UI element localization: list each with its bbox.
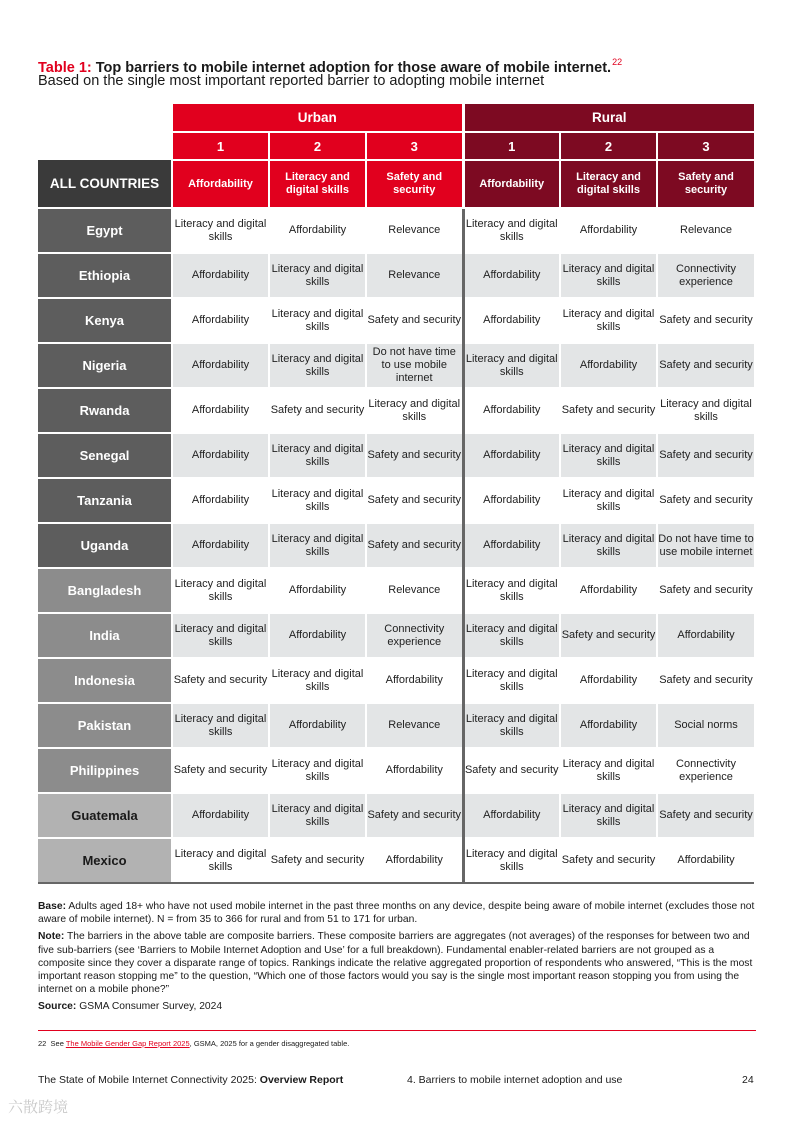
barrier-cell: Safety and security xyxy=(657,298,754,343)
barrier-cell: Relevance xyxy=(366,208,463,253)
rank-header: 2 xyxy=(269,132,366,160)
all-countries-cell: Affordability xyxy=(172,160,269,208)
all-countries-cell: Literacy and digital skills xyxy=(560,160,657,208)
barrier-cell: Safety and security xyxy=(560,838,657,883)
note-label: Note: xyxy=(38,931,65,943)
table-row xyxy=(38,388,754,433)
barrier-cell: Literacy and digital skills xyxy=(172,208,269,253)
barrier-cell: Affordability xyxy=(463,478,560,523)
barrier-cell: Literacy and digital skills xyxy=(269,253,366,298)
barrier-cell: Connectivity experience xyxy=(657,253,754,298)
barrier-cell: Affordability xyxy=(366,748,463,793)
barrier-cell: Connectivity experience xyxy=(366,613,463,658)
barrier-cell: Literacy and digital skills xyxy=(560,298,657,343)
barrier-cell: Literacy and digital skills xyxy=(560,253,657,298)
rank-header: 3 xyxy=(366,132,463,160)
country-label: Tanzania xyxy=(38,478,172,523)
barrier-cell: Affordability xyxy=(657,838,754,883)
footnote xyxy=(38,1039,349,1048)
barrier-cell: Safety and security xyxy=(366,298,463,343)
source-text: GSMA Consumer Survey, 2024 xyxy=(79,1001,223,1013)
base-text: Adults aged 18+ who have not used mobile internet in the past three months on any device, despite being aware of mobile internet (excludes those not aware of mobile internet). N = from 35 to 366 for rural and from 51 to 171 for urban. xyxy=(38,901,755,926)
table-row xyxy=(38,838,754,883)
barrier-cell: Literacy and digital skills xyxy=(172,703,269,748)
table-row xyxy=(38,343,754,388)
watermark: 六散跨境 xyxy=(8,1099,69,1116)
table-row xyxy=(38,433,754,478)
barrier-cell: Safety and security xyxy=(172,748,269,793)
barrier-cell: Literacy and digital skills xyxy=(172,568,269,613)
barrier-cell: Literacy and digital skills xyxy=(172,613,269,658)
barrier-cell: Relevance xyxy=(366,703,463,748)
all-countries-cell: Affordability xyxy=(463,160,560,208)
blank-corner xyxy=(38,104,172,132)
source-note xyxy=(38,1000,756,1013)
base-label: Base: xyxy=(38,901,67,912)
table-row xyxy=(38,658,754,703)
note xyxy=(38,930,756,996)
barrier-cell: Safety and security xyxy=(366,478,463,523)
country-label: Guatemala xyxy=(38,793,172,838)
barrier-cell: Affordability xyxy=(366,658,463,703)
barrier-cell: Literacy and digital skills xyxy=(269,478,366,523)
barrier-cell: Affordability xyxy=(366,838,463,883)
barrier-cell: Literacy and digital skills xyxy=(269,433,366,478)
barrier-cell: Safety and security xyxy=(560,388,657,433)
footnote-post: , GSMA, 2025 for a gender disaggregated table. xyxy=(189,1039,350,1048)
barrier-cell: Safety and security xyxy=(366,523,463,568)
rank-header: 1 xyxy=(172,132,269,160)
barrier-cell: Affordability xyxy=(269,208,366,253)
table-row xyxy=(38,748,754,793)
barrier-cell: Affordability xyxy=(172,388,269,433)
barrier-cell: Literacy and digital skills xyxy=(269,658,366,703)
table-subtitle: Based on the single most important reported barrier to adopting mobile internet xyxy=(38,73,545,89)
country-label: Ethiopia xyxy=(38,253,172,298)
footnote-number: 22 xyxy=(38,1039,47,1048)
group-header-rural: Rural xyxy=(463,104,754,132)
footnote-link[interactable]: The Mobile Gender Gap Report 2025 xyxy=(65,1039,190,1048)
barrier-cell: Literacy and digital skills xyxy=(366,388,463,433)
barrier-cell: Literacy and digital skills xyxy=(269,748,366,793)
page-number: 24 xyxy=(742,1074,754,1086)
barrier-cell: Safety and security xyxy=(657,478,754,523)
barrier-cell: Affordability xyxy=(172,478,269,523)
barrier-cell: Safety and security xyxy=(657,343,754,388)
barrier-cell: Literacy and digital skills xyxy=(463,208,560,253)
barrier-cell: Safety and security xyxy=(269,838,366,883)
barrier-cell: Affordability xyxy=(172,433,269,478)
table-row xyxy=(38,793,754,838)
group-header-urban: Urban xyxy=(172,104,463,132)
country-label: Egypt xyxy=(38,208,172,253)
barrier-cell: Affordability xyxy=(463,388,560,433)
country-label: Rwanda xyxy=(38,388,172,433)
barrier-cell: Literacy and digital skills xyxy=(463,703,560,748)
barrier-cell: Affordability xyxy=(560,208,657,253)
blank-corner xyxy=(38,132,172,160)
footnote-pre: See xyxy=(50,1039,64,1048)
barriers-table xyxy=(38,104,754,884)
country-label: India xyxy=(38,613,172,658)
table-row xyxy=(38,208,754,253)
barrier-cell: Affordability xyxy=(463,523,560,568)
table-notes xyxy=(38,900,756,1018)
barrier-cell: Safety and security xyxy=(657,793,754,838)
barrier-cell: Affordability xyxy=(269,703,366,748)
footer-title-bold: Overview Report xyxy=(259,1074,344,1086)
all-countries-label: ALL COUNTRIES xyxy=(38,160,172,208)
barrier-cell: Affordability xyxy=(560,568,657,613)
note-text: The barriers in the above table are composite barriers. These composite barriers are aggregates (not averages) of the responses for between two and five sub-barriers (see ‘Barriers to Mobile Internet Adoption and Use’ for a full breakdown). Fundamental enabler-related barriers are not grouped as a composite since they cover a disparate range of topics. Rankings indicate the relative aggregated proportion of respondents who answered, “This is the most important reason stopping me” to the question, “Which one of those factors would you say is the single most important reason stopping you from using the internet on a mobile phone?” xyxy=(38,931,753,996)
barrier-cell: Literacy and digital skills xyxy=(463,343,560,388)
footer-title: The State of Mobile Internet Connectivity 2025: xyxy=(38,1074,257,1086)
barrier-cell: Relevance xyxy=(657,208,754,253)
barrier-cell: Safety and security xyxy=(657,658,754,703)
barrier-cell: Literacy and digital skills xyxy=(463,613,560,658)
barrier-cell: Safety and security xyxy=(172,658,269,703)
barrier-cell: Do not have time to use mobile internet xyxy=(657,523,754,568)
barrier-cell: Literacy and digital skills xyxy=(463,838,560,883)
country-label: Indonesia xyxy=(38,658,172,703)
country-label: Nigeria xyxy=(38,343,172,388)
table-row xyxy=(38,253,754,298)
table-row xyxy=(38,298,754,343)
barrier-cell: Affordability xyxy=(269,613,366,658)
source-label: Source: xyxy=(38,1001,77,1013)
country-label: Pakistan xyxy=(38,703,172,748)
table-number: Table 1: xyxy=(38,60,92,76)
table-row xyxy=(38,568,754,613)
footnote-ref[interactable]: 22 xyxy=(612,57,623,67)
barrier-cell: Affordability xyxy=(463,793,560,838)
barrier-cell: Relevance xyxy=(366,253,463,298)
barrier-cell: Affordability xyxy=(172,343,269,388)
barrier-cell: Literacy and digital skills xyxy=(560,748,657,793)
country-label: Bangladesh xyxy=(38,568,172,613)
barrier-cell: Safety and security xyxy=(657,433,754,478)
barrier-cell: Do not have time to use mobile internet xyxy=(366,343,463,388)
table-row xyxy=(38,478,754,523)
barrier-cell: Literacy and digital skills xyxy=(269,298,366,343)
barrier-cell: Relevance xyxy=(366,568,463,613)
barrier-cell: Safety and security xyxy=(366,433,463,478)
barrier-cell: Safety and security xyxy=(269,388,366,433)
all-countries-cell: Safety and security xyxy=(366,160,463,208)
country-label: Mexico xyxy=(38,838,172,883)
barrier-cell: Literacy and digital skills xyxy=(560,793,657,838)
barrier-cell: Safety and security xyxy=(657,568,754,613)
barrier-cell: Affordability xyxy=(560,343,657,388)
rank-header: 3 xyxy=(657,132,754,160)
rank-header: 2 xyxy=(560,132,657,160)
footer-doc-title xyxy=(38,1074,343,1086)
barrier-cell: Affordability xyxy=(657,613,754,658)
rank-header: 1 xyxy=(463,132,560,160)
table-row xyxy=(38,613,754,658)
barrier-cell: Affordability xyxy=(172,793,269,838)
barrier-cell: Affordability xyxy=(172,298,269,343)
barrier-cell: Literacy and digital skills xyxy=(463,568,560,613)
footnote-divider xyxy=(38,1030,756,1031)
footer-section: 4. Barriers to mobile internet adoption and use xyxy=(407,1074,623,1086)
barrier-cell: Literacy and digital skills xyxy=(560,523,657,568)
barrier-cell: Connectivity experience xyxy=(657,748,754,793)
country-label: Uganda xyxy=(38,523,172,568)
barrier-cell: Literacy and digital skills xyxy=(560,433,657,478)
barrier-cell: Affordability xyxy=(463,298,560,343)
country-label: Kenya xyxy=(38,298,172,343)
barrier-cell: Social norms xyxy=(657,703,754,748)
barrier-cell: Safety and security xyxy=(366,793,463,838)
country-label: Senegal xyxy=(38,433,172,478)
barrier-cell: Affordability xyxy=(172,253,269,298)
barrier-cell: Literacy and digital skills xyxy=(463,658,560,703)
table-title-text: Top barriers to mobile internet adoption for those aware of mobile internet. xyxy=(95,60,612,76)
barrier-cell: Literacy and digital skills xyxy=(269,523,366,568)
barrier-cell: Literacy and digital skills xyxy=(269,343,366,388)
barrier-cell: Affordability xyxy=(463,433,560,478)
barrier-cell: Affordability xyxy=(269,568,366,613)
country-rows xyxy=(38,208,754,883)
barrier-cell: Affordability xyxy=(172,523,269,568)
barrier-cell: Affordability xyxy=(560,658,657,703)
barrier-cell: Literacy and digital skills xyxy=(172,838,269,883)
barrier-cell: Literacy and digital skills xyxy=(269,793,366,838)
barrier-cell: Affordability xyxy=(463,253,560,298)
country-label: Philippines xyxy=(38,748,172,793)
barrier-cell: Literacy and digital skills xyxy=(560,478,657,523)
table-row xyxy=(38,703,754,748)
table-row xyxy=(38,523,754,568)
barrier-cell: Safety and security xyxy=(560,613,657,658)
barrier-cell: Affordability xyxy=(560,703,657,748)
all-countries-cell: Literacy and digital skills xyxy=(269,160,366,208)
barrier-cell: Safety and security xyxy=(463,748,560,793)
barrier-cell: Literacy and digital skills xyxy=(657,388,754,433)
all-countries-cell: Safety and security xyxy=(657,160,754,208)
base-note xyxy=(38,900,756,926)
